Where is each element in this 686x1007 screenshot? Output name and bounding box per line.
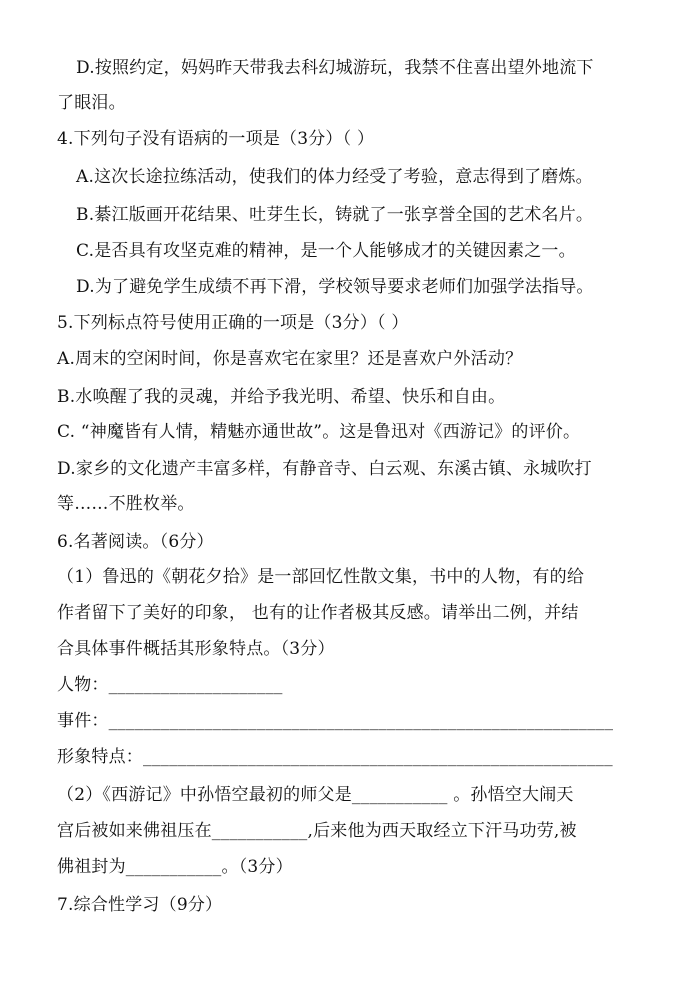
- q6-part2-line1: （2）《西游记》中孙悟空最初的师父是___________ 。孙悟空大闹天: [57, 785, 574, 805]
- question-6-title: 6.名著阅读。（6分）: [57, 532, 214, 552]
- q4-option-b: B.綦江版画开花结果、吐芽生长，铸就了一张享誉全国的艺术名片。: [76, 205, 594, 225]
- character-answer-blank: 人物：____________________: [57, 675, 283, 695]
- q6-part2-line3: 佛祖封为___________。（3分）: [57, 857, 293, 877]
- q3-option-d-line1: D.按照约定，妈妈昨天带我去科幻城游玩，我禁不住喜出望外地流下: [76, 58, 594, 78]
- q5-option-d-line2: 等……不胜枚举。: [57, 494, 195, 514]
- q6-part1-line3: 合具体事件概括其形象特点。（3分）: [57, 639, 335, 659]
- question-7-title: 7.综合性学习（9分）: [57, 895, 223, 915]
- event-answer-blank: 事件：__________________________________________________________: [57, 711, 614, 731]
- q5-option-a: A.周末的空闲时间，你是喜欢宅在家里？还是喜欢户外活动？: [57, 349, 523, 369]
- question-4-title: 4.下列句子没有语病的一项是（3分）（ ）: [57, 129, 375, 149]
- q4-option-a: A.这次长途拉练活动，使我们的体力经受了考验，意志得到了磨炼。: [76, 167, 593, 187]
- q5-option-b: B.水唤醒了我的灵魂，并给予我光明、希望、快乐和自由。: [57, 387, 506, 407]
- question-5-title: 5.下列标点符号使用正确的一项是（3分）（ ）: [57, 313, 409, 333]
- q3-option-d-line2: 了眼泪。: [57, 93, 126, 113]
- q6-part1-line1: （1）鲁迅的《朝花夕拾》是一部回忆性散文集，书中的人物，有的给: [57, 567, 585, 587]
- q4-option-c: C.是否具有攻坚克难的精神，是一个人能够成才的关键因素之一。: [76, 241, 576, 261]
- q4-option-d: D.为了避免学生成绩不再下滑，学校领导要求老师们加强学法指导。: [76, 277, 594, 297]
- q5-option-d-line1: D.家乡的文化遗产丰富多样，有静音寺、白云观、东溪古镇、永城吹打: [57, 459, 592, 479]
- q6-part2-line2: 宫后被如来佛祖压在___________,后来他为西天取经立下汗马功劳,被: [57, 821, 577, 841]
- traits-answer-blank: 形象特点：______________________________________________________: [57, 747, 613, 767]
- q5-option-c: C. “神魔皆有人情，精魅亦通世故”。这是鲁迅对《西游记》的评价。: [57, 422, 581, 442]
- q6-part1-line2: 作者留下了美好的印象， 也有的让作者极其反感。请举出二例，并结: [57, 603, 579, 623]
